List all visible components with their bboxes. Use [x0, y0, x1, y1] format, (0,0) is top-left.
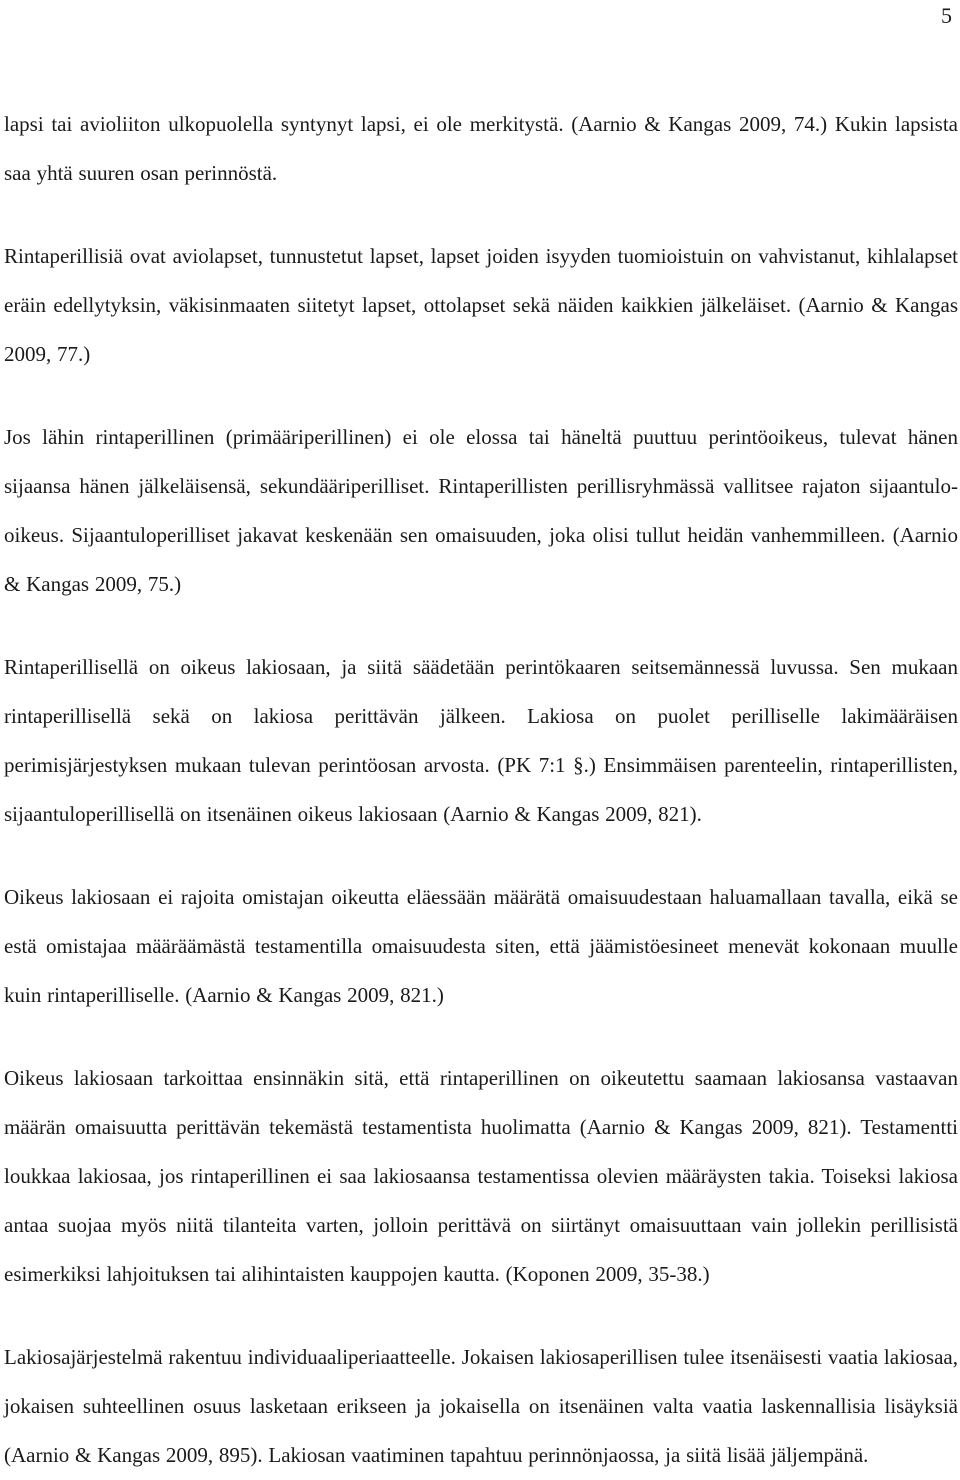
paragraph-1: lapsi tai avioliiton ulkopuolella syntynyt lapsi, ei ole merkitystä. (Aarnio & Kangas 2009, 74.) Kukin lapsista saa yhtä suuren osan perinnöstä. [4, 112, 958, 185]
paragraph-3: Jos lähin rintaperillinen (primääriperillinen) ei ole elossa tai häneltä puuttuu perintöoikeus, tulevat hänen sijaansa hänen jälkeläisensä, sekundääriperilliset. Rintaperillisten perillisryhmässä vallitsee rajaton sijaantulo-oikeus. Sijaantuloperilliset jakavat keskenään sen omaisuuden, joka olisi tullut heidän vanhemmilleen. (Aarnio & Kangas 2009, 75.) [4, 425, 958, 596]
paragraph-2: Rintaperillisiä ovat aviolapset, tunnustetut lapset, lapset joiden isyyden tuomioistuin on vahvistanut, kihlalapset eräin edellytyksin, väkisinmaaten siitetyt lapset, ottolapset sekä näiden kaikkien jälkeläiset. (Aarnio & Kangas 2009, 77.) [4, 244, 958, 366]
paragraph-4: Rintaperillisellä on oikeus lakiosaan, ja siitä säädetään perintökaaren seitsemännessä luvussa. Sen mukaan rintaperillisellä sekä on lakiosa perittävän jälkeen. Lakiosa on puolet perilliselle lakimääräisen perimisjärjestyksen mukaan tulevan perintöosan arvosta. (PK 7:1 §.) Ensimmäisen parenteelin, rintaperillisten, sijaantuloperillisellä on itsenäinen oikeus lakiosaan (Aarnio & Kangas 2009, 821). [4, 655, 958, 826]
paragraph-5: Oikeus lakiosaan ei rajoita omistajan oikeutta eläessään määrätä omaisuudestaan haluamallaan tavalla, eikä se estä omistajaa määräämästä testamentilla omaisuudesta siten, että jäämistöesineet menevät kokonaan muulle kuin rintaperilliselle. (Aarnio & Kangas 2009, 821.) [4, 885, 958, 1007]
paragraph-7: Lakiosajärjestelmä rakentuu individuaaliperiaatteelle. Jokaisen lakiosaperillisen tulee itsenäisesti vaatia lakiosaa, jokaisen suhteellinen osuus lasketaan erikseen ja jokaisella on itsenäinen valta vaatia laskennallisia lisäyksiä (Aarnio & Kangas 2009, 895). Lakiosan vaatiminen tapahtuu perinnönjaossa, ja siitä lisää jäljempänä. [4, 1345, 958, 1467]
document-body [4, 100, 958, 1480]
paragraph-6: Oikeus lakiosaan tarkoittaa ensinnäkin sitä, että rintaperillinen on oikeutettu saamaan lakiosansa vastaavan määrän omaisuutta perittävän tekemästä testamentista huolimatta (Aarnio & Kangas 2009, 821). Testamentti loukkaa lakiosaa, jos rintaperillinen ei saa lakiosaansa testamentissa olevien määräysten takia. Toiseksi lakiosa antaa suojaa myös niitä tilanteita varten, jolloin perittävä on siirtänyt omaisuuttaan vain jollekin perillisistä esimerkiksi lahjoituksen tai alihintaisten kauppojen kautta. (Koponen 2009, 35-38.) [4, 1066, 958, 1286]
page-number: 5 [941, 3, 952, 28]
